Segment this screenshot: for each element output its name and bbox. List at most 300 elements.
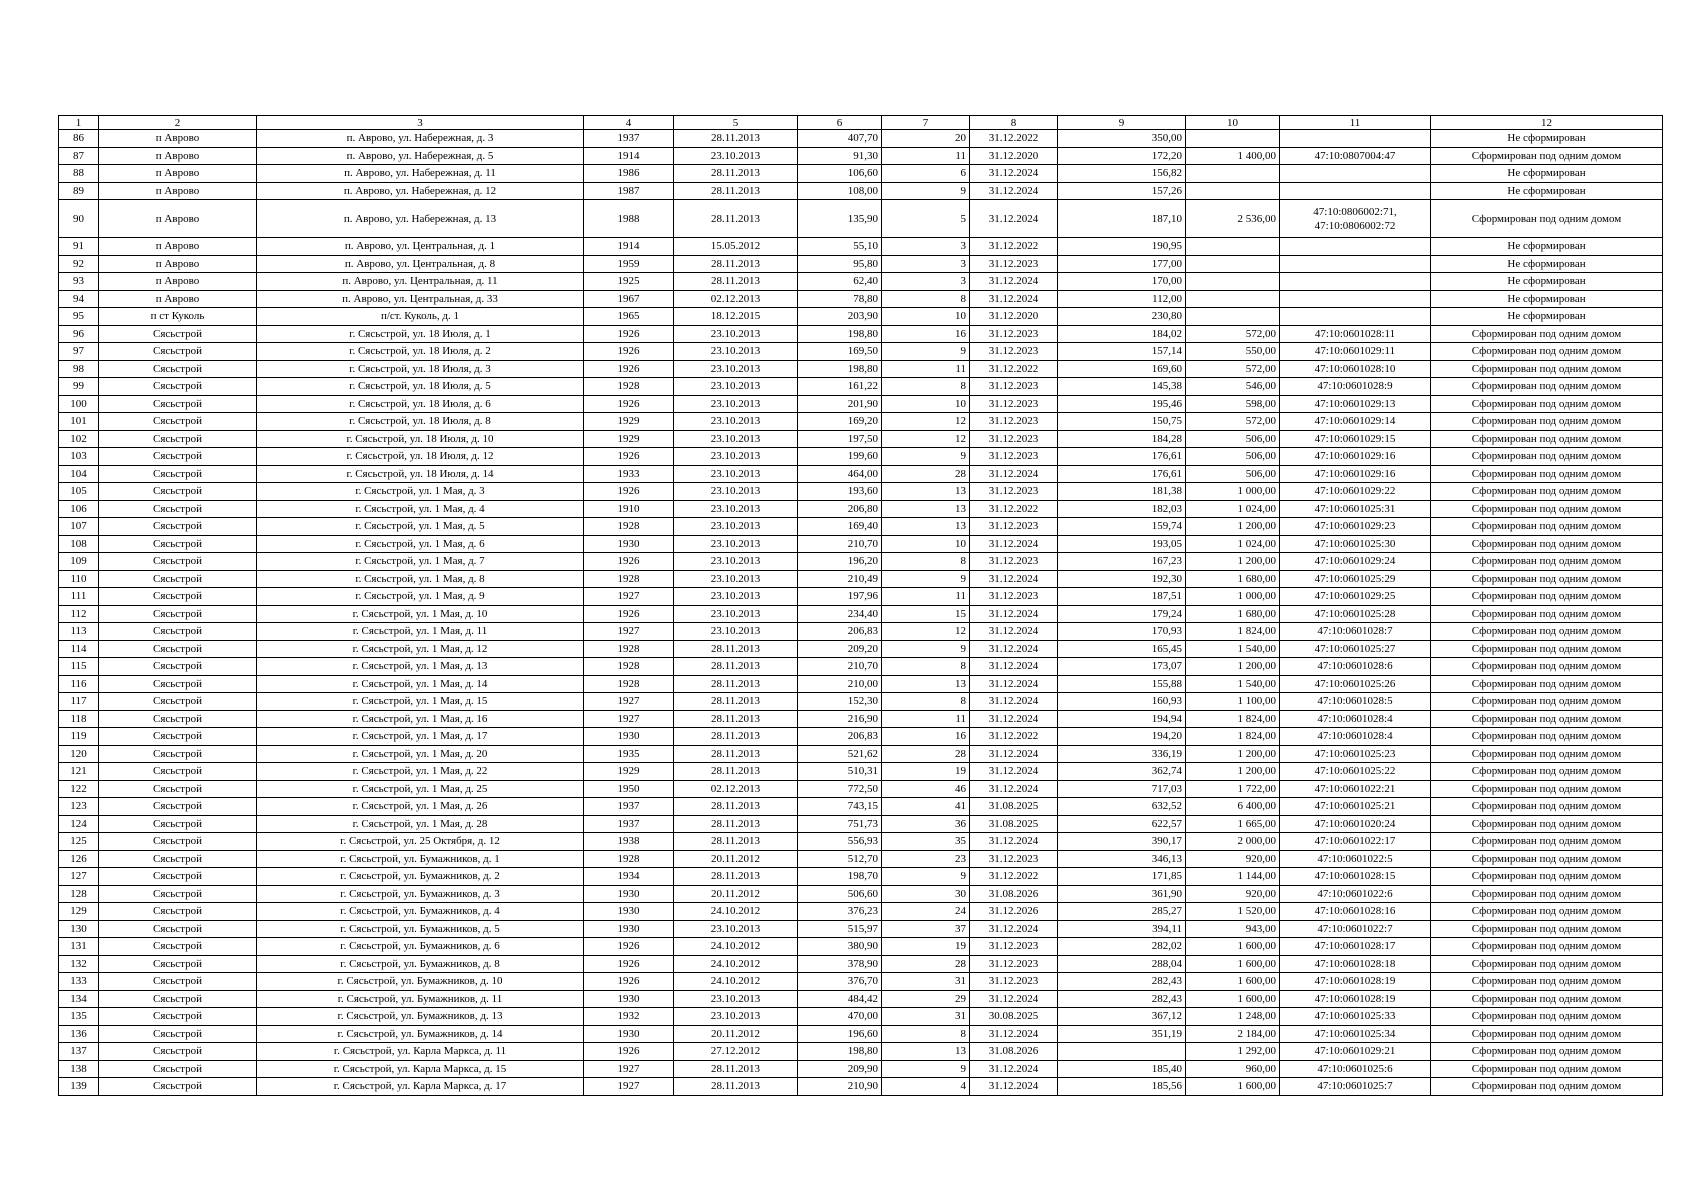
total-area-cell: 206,83: [798, 623, 882, 641]
column-header-5: 5: [674, 116, 798, 130]
land-status-cell: Сформирован под одним домом: [1431, 990, 1663, 1008]
row-number-cell: 136: [59, 1025, 99, 1043]
resettlement-date-cell: 31.12.2023: [970, 483, 1058, 501]
residents-count-cell: 11: [882, 710, 970, 728]
survey-date-cell: 23.10.2013: [674, 553, 798, 571]
resettlement-date-cell: 31.12.2023: [970, 588, 1058, 606]
total-area-cell: 209,90: [798, 1060, 882, 1078]
row-number-cell: 98: [59, 360, 99, 378]
resettlement-date-cell: 31.12.2022: [970, 360, 1058, 378]
table-row: [59, 885, 1663, 903]
land-status-cell: Сформирован под одним домом: [1431, 745, 1663, 763]
table-row: [59, 308, 1663, 326]
resettlement-date-cell: 31.12.2022: [970, 868, 1058, 886]
year-built-cell: 1937: [584, 815, 674, 833]
column-header-8: 8: [970, 116, 1058, 130]
land-area-cell: 1 824,00: [1186, 710, 1280, 728]
table-row: [59, 448, 1663, 466]
resettlement-date-cell: 31.12.2024: [970, 1078, 1058, 1096]
survey-date-cell: 24.10.2012: [674, 903, 798, 921]
locality-cell: Сясьстрой: [99, 343, 257, 361]
address-cell: г. Сясьстрой, ул. Карла Маркса, д. 17: [257, 1078, 584, 1096]
residents-count-cell: 19: [882, 938, 970, 956]
land-area-cell: 6 400,00: [1186, 798, 1280, 816]
total-area-cell: 169,40: [798, 518, 882, 536]
living-area-cell: 346,13: [1058, 850, 1186, 868]
land-area-cell: 598,00: [1186, 395, 1280, 413]
land-area-cell: 1 024,00: [1186, 500, 1280, 518]
living-area-cell: 361,90: [1058, 885, 1186, 903]
total-area-cell: 196,20: [798, 553, 882, 571]
cadastral-number-cell: 47:10:0807004:47: [1280, 147, 1431, 165]
year-built-cell: 1930: [584, 903, 674, 921]
year-built-cell: 1927: [584, 588, 674, 606]
living-area-cell: 185,56: [1058, 1078, 1186, 1096]
living-area-cell: 394,11: [1058, 920, 1186, 938]
cadastral-number-cell: 47:10:0601025:7: [1280, 1078, 1431, 1096]
table-row: [59, 728, 1663, 746]
resettlement-date-cell: 31.12.2024: [970, 1025, 1058, 1043]
living-area-cell: 170,00: [1058, 273, 1186, 291]
year-built-cell: 1987: [584, 182, 674, 200]
locality-cell: Сясьстрой: [99, 518, 257, 536]
land-area-cell: [1186, 255, 1280, 273]
row-number-cell: 113: [59, 623, 99, 641]
total-area-cell: 772,50: [798, 780, 882, 798]
living-area-cell: 184,28: [1058, 430, 1186, 448]
residents-count-cell: 3: [882, 255, 970, 273]
residents-count-cell: 16: [882, 325, 970, 343]
cadastral-number-cell: 47:10:0601029:24: [1280, 553, 1431, 571]
land-area-cell: 572,00: [1186, 413, 1280, 431]
year-built-cell: 1927: [584, 1078, 674, 1096]
address-cell: г. Сясьстрой, ул. Карла Маркса, д. 15: [257, 1060, 584, 1078]
row-number-cell: 116: [59, 675, 99, 693]
living-area-cell: 184,02: [1058, 325, 1186, 343]
living-area-cell: 192,30: [1058, 570, 1186, 588]
living-area-cell: 717,03: [1058, 780, 1186, 798]
table-row: [59, 973, 1663, 991]
resettlement-date-cell: 31.08.2025: [970, 798, 1058, 816]
year-built-cell: 1926: [584, 343, 674, 361]
cadastral-number-cell: 47:10:0601025:31: [1280, 500, 1431, 518]
living-area-cell: 282,43: [1058, 973, 1186, 991]
survey-date-cell: 28.11.2013: [674, 728, 798, 746]
resettlement-date-cell: 31.12.2024: [970, 535, 1058, 553]
land-area-cell: 506,00: [1186, 465, 1280, 483]
land-area-cell: 1 200,00: [1186, 553, 1280, 571]
address-cell: г. Сясьстрой, ул. 1 Мая, д. 25: [257, 780, 584, 798]
year-built-cell: 1928: [584, 640, 674, 658]
cadastral-number-cell: 47:10:0601020:24: [1280, 815, 1431, 833]
cadastral-number-cell: 47:10:0601028:19: [1280, 973, 1431, 991]
total-area-cell: 95,80: [798, 255, 882, 273]
address-cell: г. Сясьстрой, ул. 18 Июля, д. 14: [257, 465, 584, 483]
resettlement-date-cell: 31.12.2023: [970, 448, 1058, 466]
locality-cell: Сясьстрой: [99, 990, 257, 1008]
total-area-cell: 376,70: [798, 973, 882, 991]
row-number-cell: 132: [59, 955, 99, 973]
year-built-cell: 1929: [584, 413, 674, 431]
living-area-cell: 195,46: [1058, 395, 1186, 413]
resettlement-date-cell: 31.12.2024: [970, 833, 1058, 851]
living-area-cell: 194,20: [1058, 728, 1186, 746]
year-built-cell: 1926: [584, 605, 674, 623]
row-number-cell: 108: [59, 535, 99, 553]
locality-cell: Сясьстрой: [99, 448, 257, 466]
land-area-cell: 1 600,00: [1186, 1078, 1280, 1096]
land-area-cell: 1 680,00: [1186, 605, 1280, 623]
total-area-cell: 169,50: [798, 343, 882, 361]
resettlement-date-cell: 31.12.2023: [970, 378, 1058, 396]
column-header-10: 10: [1186, 116, 1280, 130]
table-row: [59, 395, 1663, 413]
survey-date-cell: 15.05.2012: [674, 238, 798, 256]
year-built-cell: 1928: [584, 518, 674, 536]
locality-cell: Сясьстрой: [99, 570, 257, 588]
table-row: [59, 290, 1663, 308]
table-row: [59, 745, 1663, 763]
survey-date-cell: 28.11.2013: [674, 710, 798, 728]
survey-date-cell: 24.10.2012: [674, 938, 798, 956]
cadastral-number-cell: 47:10:0601028:4: [1280, 728, 1431, 746]
address-cell: г. Сясьстрой, ул. Бумажников, д. 4: [257, 903, 584, 921]
total-area-cell: 521,62: [798, 745, 882, 763]
year-built-cell: 1927: [584, 623, 674, 641]
year-built-cell: 1988: [584, 200, 674, 238]
survey-date-cell: 23.10.2013: [674, 413, 798, 431]
address-cell: г. Сясьстрой, ул. 18 Июля, д. 2: [257, 343, 584, 361]
table-row: [59, 920, 1663, 938]
residents-count-cell: 8: [882, 553, 970, 571]
land-area-cell: 920,00: [1186, 885, 1280, 903]
land-status-cell: Сформирован под одним домом: [1431, 500, 1663, 518]
land-area-cell: 1 824,00: [1186, 623, 1280, 641]
table-row: [59, 868, 1663, 886]
cadastral-number-cell: 47:10:0601022:5: [1280, 850, 1431, 868]
residents-count-cell: 36: [882, 815, 970, 833]
survey-date-cell: 23.10.2013: [674, 570, 798, 588]
address-cell: п. Аврово, ул. Центральная, д. 8: [257, 255, 584, 273]
total-area-cell: 380,90: [798, 938, 882, 956]
row-number-cell: 125: [59, 833, 99, 851]
survey-date-cell: 20.11.2012: [674, 885, 798, 903]
address-cell: г. Сясьстрой, ул. 1 Мая, д. 13: [257, 658, 584, 676]
table-row: [59, 535, 1663, 553]
row-number-cell: 109: [59, 553, 99, 571]
cadastral-number-cell: 47:10:0601029:23: [1280, 518, 1431, 536]
locality-cell: Сясьстрой: [99, 710, 257, 728]
residents-count-cell: 8: [882, 290, 970, 308]
total-area-cell: 556,93: [798, 833, 882, 851]
survey-date-cell: 28.11.2013: [674, 815, 798, 833]
living-area-cell: 169,60: [1058, 360, 1186, 378]
survey-date-cell: 28.11.2013: [674, 640, 798, 658]
locality-cell: Сясьстрой: [99, 395, 257, 413]
land-status-cell: Сформирован под одним домом: [1431, 658, 1663, 676]
row-number-cell: 88: [59, 165, 99, 183]
resettlement-date-cell: 31.12.2024: [970, 920, 1058, 938]
locality-cell: Сясьстрой: [99, 903, 257, 921]
locality-cell: Сясьстрой: [99, 920, 257, 938]
residents-count-cell: 31: [882, 973, 970, 991]
locality-cell: п Аврово: [99, 273, 257, 291]
row-number-cell: 121: [59, 763, 99, 781]
row-number-cell: 123: [59, 798, 99, 816]
land-status-cell: Сформирован под одним домом: [1431, 1078, 1663, 1096]
table-row: [59, 465, 1663, 483]
resettlement-date-cell: 31.12.2024: [970, 182, 1058, 200]
year-built-cell: 1910: [584, 500, 674, 518]
resettlement-date-cell: 31.12.2024: [970, 693, 1058, 711]
living-area-cell: 190,95: [1058, 238, 1186, 256]
year-built-cell: 1933: [584, 465, 674, 483]
survey-date-cell: 23.10.2013: [674, 623, 798, 641]
residents-count-cell: 8: [882, 378, 970, 396]
year-built-cell: 1925: [584, 273, 674, 291]
resettlement-date-cell: 31.08.2026: [970, 885, 1058, 903]
cadastral-number-cell: [1280, 290, 1431, 308]
table-row: [59, 553, 1663, 571]
address-cell: г. Сясьстрой, ул. Бумажников, д. 1: [257, 850, 584, 868]
total-area-cell: 198,80: [798, 1043, 882, 1061]
cadastral-number-cell: 47:10:0601025:27: [1280, 640, 1431, 658]
cadastral-number-cell: 47:10:0601028:19: [1280, 990, 1431, 1008]
living-area-cell: 185,40: [1058, 1060, 1186, 1078]
locality-cell: п Аврово: [99, 255, 257, 273]
table-row: [59, 1078, 1663, 1096]
year-built-cell: 1927: [584, 1060, 674, 1078]
row-number-cell: 93: [59, 273, 99, 291]
column-header-7: 7: [882, 116, 970, 130]
living-area-cell: 160,93: [1058, 693, 1186, 711]
table-row: [59, 413, 1663, 431]
land-area-cell: 1 292,00: [1186, 1043, 1280, 1061]
cadastral-number-cell: 47:10:0601029:16: [1280, 448, 1431, 466]
table-row: [59, 798, 1663, 816]
living-area-cell: 288,04: [1058, 955, 1186, 973]
resettlement-date-cell: 31.12.2024: [970, 200, 1058, 238]
land-area-cell: 506,00: [1186, 448, 1280, 466]
residents-count-cell: 13: [882, 518, 970, 536]
survey-date-cell: 23.10.2013: [674, 448, 798, 466]
address-cell: г. Сясьстрой, ул. Бумажников, д. 10: [257, 973, 584, 991]
address-cell: п. Аврово, ул. Центральная, д. 1: [257, 238, 584, 256]
survey-date-cell: 23.10.2013: [674, 500, 798, 518]
address-cell: г. Сясьстрой, ул. 1 Мая, д. 12: [257, 640, 584, 658]
survey-date-cell: 23.10.2013: [674, 465, 798, 483]
residents-count-cell: 28: [882, 745, 970, 763]
table-row: [59, 1025, 1663, 1043]
cadastral-number-cell: 47:10:0601029:22: [1280, 483, 1431, 501]
living-area-cell: 622,57: [1058, 815, 1186, 833]
land-status-cell: Сформирован под одним домом: [1431, 518, 1663, 536]
land-area-cell: 1 200,00: [1186, 658, 1280, 676]
address-cell: г. Сясьстрой, ул. 1 Мая, д. 5: [257, 518, 584, 536]
address-cell: г. Сясьстрой, ул. 1 Мая, д. 8: [257, 570, 584, 588]
residents-count-cell: 9: [882, 640, 970, 658]
year-built-cell: 1926: [584, 1043, 674, 1061]
table-row: [59, 343, 1663, 361]
resettlement-date-cell: 31.12.2024: [970, 780, 1058, 798]
resettlement-date-cell: 31.12.2023: [970, 430, 1058, 448]
row-number-cell: 87: [59, 147, 99, 165]
survey-date-cell: 28.11.2013: [674, 798, 798, 816]
year-built-cell: 1928: [584, 850, 674, 868]
year-built-cell: 1929: [584, 430, 674, 448]
residents-count-cell: 9: [882, 448, 970, 466]
year-built-cell: 1935: [584, 745, 674, 763]
residents-count-cell: 13: [882, 675, 970, 693]
residents-count-cell: 11: [882, 147, 970, 165]
land-status-cell: Сформирован под одним домом: [1431, 413, 1663, 431]
living-area-cell: 156,82: [1058, 165, 1186, 183]
residents-count-cell: 13: [882, 1043, 970, 1061]
land-area-cell: 2 000,00: [1186, 833, 1280, 851]
residents-count-cell: 8: [882, 693, 970, 711]
column-header-12: 12: [1431, 116, 1663, 130]
living-area-cell: 171,85: [1058, 868, 1186, 886]
locality-cell: Сясьстрой: [99, 675, 257, 693]
land-area-cell: 572,00: [1186, 325, 1280, 343]
column-header-1: 1: [59, 116, 99, 130]
year-built-cell: 1950: [584, 780, 674, 798]
address-cell: п. Аврово, ул. Набережная, д. 12: [257, 182, 584, 200]
resettlement-date-cell: 31.12.2023: [970, 413, 1058, 431]
address-cell: п. Аврово, ул. Набережная, д. 13: [257, 200, 584, 238]
address-cell: п. Аврово, ул. Набережная, д. 11: [257, 165, 584, 183]
land-area-cell: 2 536,00: [1186, 200, 1280, 238]
row-number-cell: 124: [59, 815, 99, 833]
residents-count-cell: 3: [882, 238, 970, 256]
land-status-cell: Сформирован под одним домом: [1431, 798, 1663, 816]
address-cell: г. Сясьстрой, ул. Бумажников, д. 3: [257, 885, 584, 903]
residents-count-cell: 9: [882, 182, 970, 200]
resettlement-date-cell: 31.12.2023: [970, 343, 1058, 361]
total-area-cell: 484,42: [798, 990, 882, 1008]
survey-date-cell: 23.10.2013: [674, 378, 798, 396]
row-number-cell: 119: [59, 728, 99, 746]
row-number-cell: 104: [59, 465, 99, 483]
total-area-cell: 161,22: [798, 378, 882, 396]
year-built-cell: 1926: [584, 360, 674, 378]
land-status-cell: Сформирован под одним домом: [1431, 710, 1663, 728]
land-status-cell: Сформирован под одним домом: [1431, 885, 1663, 903]
locality-cell: Сясьстрой: [99, 833, 257, 851]
total-area-cell: 470,00: [798, 1008, 882, 1026]
total-area-cell: 751,73: [798, 815, 882, 833]
living-area-cell: 150,75: [1058, 413, 1186, 431]
locality-cell: Сясьстрой: [99, 535, 257, 553]
residents-count-cell: 10: [882, 535, 970, 553]
cadastral-number-cell: 47:10:0601028:6: [1280, 658, 1431, 676]
living-area-cell: 336,19: [1058, 745, 1186, 763]
land-status-cell: Не сформирован: [1431, 182, 1663, 200]
survey-date-cell: 18.12.2015: [674, 308, 798, 326]
year-built-cell: 1930: [584, 920, 674, 938]
address-cell: г. Сясьстрой, ул. 1 Мая, д. 4: [257, 500, 584, 518]
locality-cell: Сясьстрой: [99, 413, 257, 431]
address-cell: г. Сясьстрой, ул. Бумажников, д. 6: [257, 938, 584, 956]
living-area-cell: 282,43: [1058, 990, 1186, 1008]
land-area-cell: 1 600,00: [1186, 955, 1280, 973]
cadastral-number-cell: 47:10:0601029:13: [1280, 395, 1431, 413]
table-row: [59, 570, 1663, 588]
table-row: [59, 623, 1663, 641]
residents-count-cell: 29: [882, 990, 970, 1008]
land-status-cell: Сформирован под одним домом: [1431, 465, 1663, 483]
residents-count-cell: 46: [882, 780, 970, 798]
total-area-cell: 91,30: [798, 147, 882, 165]
table-row: [59, 640, 1663, 658]
table-row: [59, 588, 1663, 606]
row-number-cell: 107: [59, 518, 99, 536]
residents-count-cell: 10: [882, 308, 970, 326]
land-area-cell: 1 000,00: [1186, 483, 1280, 501]
locality-cell: Сясьстрой: [99, 955, 257, 973]
land-status-cell: Сформирован под одним домом: [1431, 430, 1663, 448]
row-number-cell: 118: [59, 710, 99, 728]
year-built-cell: 1928: [584, 570, 674, 588]
address-cell: п. Аврово, ул. Центральная, д. 33: [257, 290, 584, 308]
address-cell: г. Сясьстрой, ул. 1 Мая, д. 9: [257, 588, 584, 606]
total-area-cell: 62,40: [798, 273, 882, 291]
year-built-cell: 1930: [584, 885, 674, 903]
resettlement-date-cell: 30.08.2025: [970, 1008, 1058, 1026]
address-cell: г. Сясьстрой, ул. 1 Мая, д. 16: [257, 710, 584, 728]
residents-count-cell: 9: [882, 868, 970, 886]
living-area-cell: 187,10: [1058, 200, 1186, 238]
table-row: [59, 955, 1663, 973]
land-status-cell: Сформирован под одним домом: [1431, 693, 1663, 711]
locality-cell: Сясьстрой: [99, 728, 257, 746]
land-area-cell: 1 024,00: [1186, 535, 1280, 553]
year-built-cell: 1930: [584, 728, 674, 746]
survey-date-cell: 28.11.2013: [674, 182, 798, 200]
land-area-cell: [1186, 238, 1280, 256]
cadastral-number-cell: 47:10:0601028:9: [1280, 378, 1431, 396]
land-area-cell: 1 722,00: [1186, 780, 1280, 798]
table-row: [59, 165, 1663, 183]
total-area-cell: 210,70: [798, 658, 882, 676]
land-area-cell: 943,00: [1186, 920, 1280, 938]
survey-date-cell: 23.10.2013: [674, 588, 798, 606]
total-area-cell: 198,70: [798, 868, 882, 886]
table-row: [59, 658, 1663, 676]
survey-date-cell: 23.10.2013: [674, 518, 798, 536]
land-status-cell: Сформирован под одним домом: [1431, 850, 1663, 868]
locality-cell: Сясьстрой: [99, 938, 257, 956]
land-area-cell: 1 540,00: [1186, 640, 1280, 658]
total-area-cell: 510,31: [798, 763, 882, 781]
total-area-cell: 78,80: [798, 290, 882, 308]
land-status-cell: Сформирован под одним домом: [1431, 343, 1663, 361]
resettlement-date-cell: 31.12.2024: [970, 623, 1058, 641]
column-header-3: 3: [257, 116, 584, 130]
row-number-cell: 134: [59, 990, 99, 1008]
total-area-cell: 506,60: [798, 885, 882, 903]
resettlement-date-cell: 31.12.2024: [970, 763, 1058, 781]
land-status-cell: Сформирован под одним домом: [1431, 868, 1663, 886]
total-area-cell: 108,00: [798, 182, 882, 200]
year-built-cell: 1926: [584, 448, 674, 466]
survey-date-cell: 23.10.2013: [674, 483, 798, 501]
locality-cell: п Аврово: [99, 147, 257, 165]
address-cell: г. Сясьстрой, ул. Бумажников, д. 2: [257, 868, 584, 886]
row-number-cell: 95: [59, 308, 99, 326]
cadastral-number-cell: 47:10:0806002:71, 47:10:0806002:72: [1280, 200, 1431, 238]
table-row: [59, 990, 1663, 1008]
